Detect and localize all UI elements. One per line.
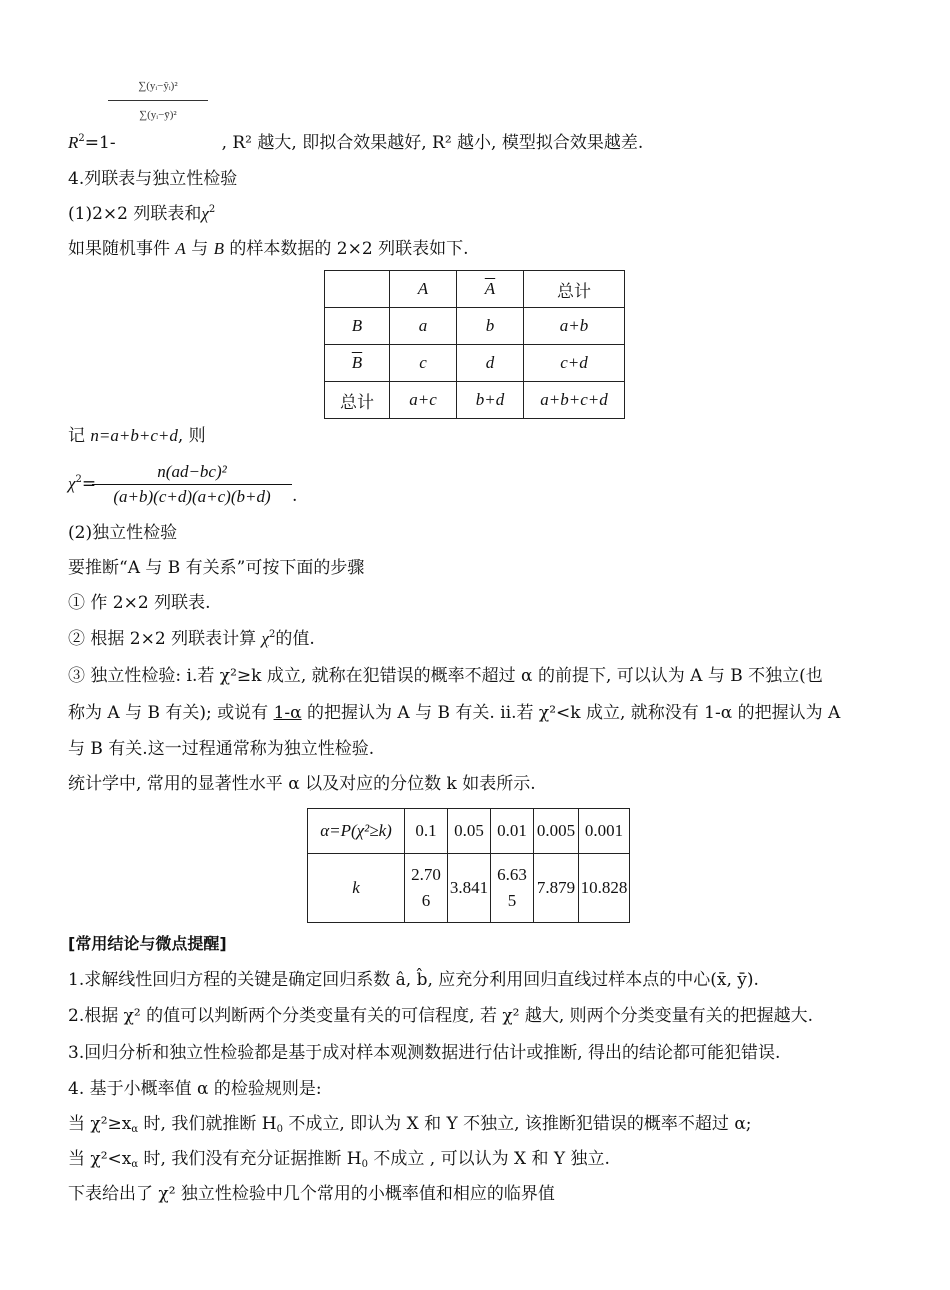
chi-denominator: (a+b)(c+d)(a+c)(b+d) (113, 487, 271, 506)
r2-fraction (108, 72, 208, 129)
step-2: ② 根据 2×2 列联表计算 $\chi^2$的值. (68, 629, 315, 649)
section-4-title: 4.列联表与独立性检验 (68, 169, 238, 189)
r2-numerator: ∑(yᵢ−ŷᵢ)² (138, 80, 178, 92)
chi-square-fraction (92, 460, 292, 509)
r2-line: $R^2=1-$ , R² 越大, 即拟合效果越好, R² 越小, 模型拟合效果越差. (68, 133, 644, 153)
alpha-row: α=P(χ²≥k) 0.1 0.05 0.01 0.005 0.001 (308, 809, 630, 854)
table-row: B a b a+b (325, 308, 625, 345)
chi-numerator: n(ad−bc)² (157, 462, 227, 481)
tip-4: 4. 基于小概率值 α 的检验规则是: (68, 1079, 322, 1099)
chi-square-lhs: $\chi^2=$ (68, 474, 97, 494)
table-intro: 如果随机事件 A 与 B 的样本数据的 2×2 列联表如下. (68, 239, 469, 259)
steps-intro: 要推断“A 与 B 有关系”可按下面的步骤 (68, 558, 365, 578)
section-4-1-title: (1)2×2 列联表和$\chi^2$ (68, 204, 216, 224)
table-header-row: A $\overline{A}$ 总计 (325, 271, 625, 308)
last-line: 下表给出了 χ² 独立性检验中几个常用的小概率值和相应的临界值 (68, 1184, 555, 1204)
section-2-title: (2)独立性检验 (68, 523, 178, 543)
k-value-cell: 2.70 6 (405, 854, 448, 923)
k-value-cell: 6.63 5 (491, 854, 534, 923)
tip-1: 1.求解线性回归方程的关键是确定回归系数 â, b̂, 应充分利用回归直线过样本点的中心(x̄, ȳ). (68, 970, 759, 990)
step-3-line-3: 与 B 有关.这一过程通常称为独立性检验. (68, 739, 375, 759)
n-definition: 记 n=a+b+c+d, 则 (68, 426, 206, 446)
tips-heading: [常用结论与微点提醒] (68, 934, 227, 953)
table-row: $\overline{B}$ c d c+d (325, 345, 625, 382)
step-3-line-1: ③ 独立性检验: ⅰ.若 χ²≥k 成立, 就称在犯错误的概率不超过 α 的前提下, 可以认为 A 与 B 不独立(也 (68, 666, 823, 686)
critical-value-table (307, 808, 630, 923)
step-3-line-2: 称为 A 与 B 有关); 或说有 1-α 的把握认为 A 与 B 有关. ⅱ.若 χ²<k 成立, 就称没有 1-α 的把握认为 A (68, 703, 841, 723)
r2-denominator: ∑(yᵢ−ȳ)² (139, 109, 177, 121)
rule-1: 当 $\chi^2\ge x_\alpha$ 时, 我们就推断 $H_0$ 不成立, 即认为 X 和 Y 不独立, 该推断犯错误的概率不超过 α; (68, 1114, 752, 1135)
stat-intro: 统计学中, 常用的显著性水平 α 以及对应的分位数 k 如表所示. (68, 774, 536, 794)
table-row: 总计 a+c b+d a+b+c+d (325, 382, 625, 419)
step-1: ① 作 2×2 列联表. (68, 593, 211, 613)
tip-3: 3.回归分析和独立性检验都是基于成对样本观测数据进行估计或推断, 得出的结论都可能犯错误. (68, 1043, 781, 1063)
rule-2: 当 $\chi^2<x_\alpha$ 时, 我们没有充分证据推断 $H_0$ 不成立 , 可以认为 X 和 Y 独立. (68, 1149, 610, 1170)
k-row: k 2.70 6 3.841 6.63 5 7.879 10.828 (308, 854, 630, 923)
chi-end: . (292, 486, 298, 506)
tip-2: 2.根据 χ² 的值可以判断两个分类变量有关的可信程度, 若 χ² 越大, 则两个分类变量有关的把握越大. (68, 1006, 814, 1026)
contingency-table (324, 270, 625, 419)
